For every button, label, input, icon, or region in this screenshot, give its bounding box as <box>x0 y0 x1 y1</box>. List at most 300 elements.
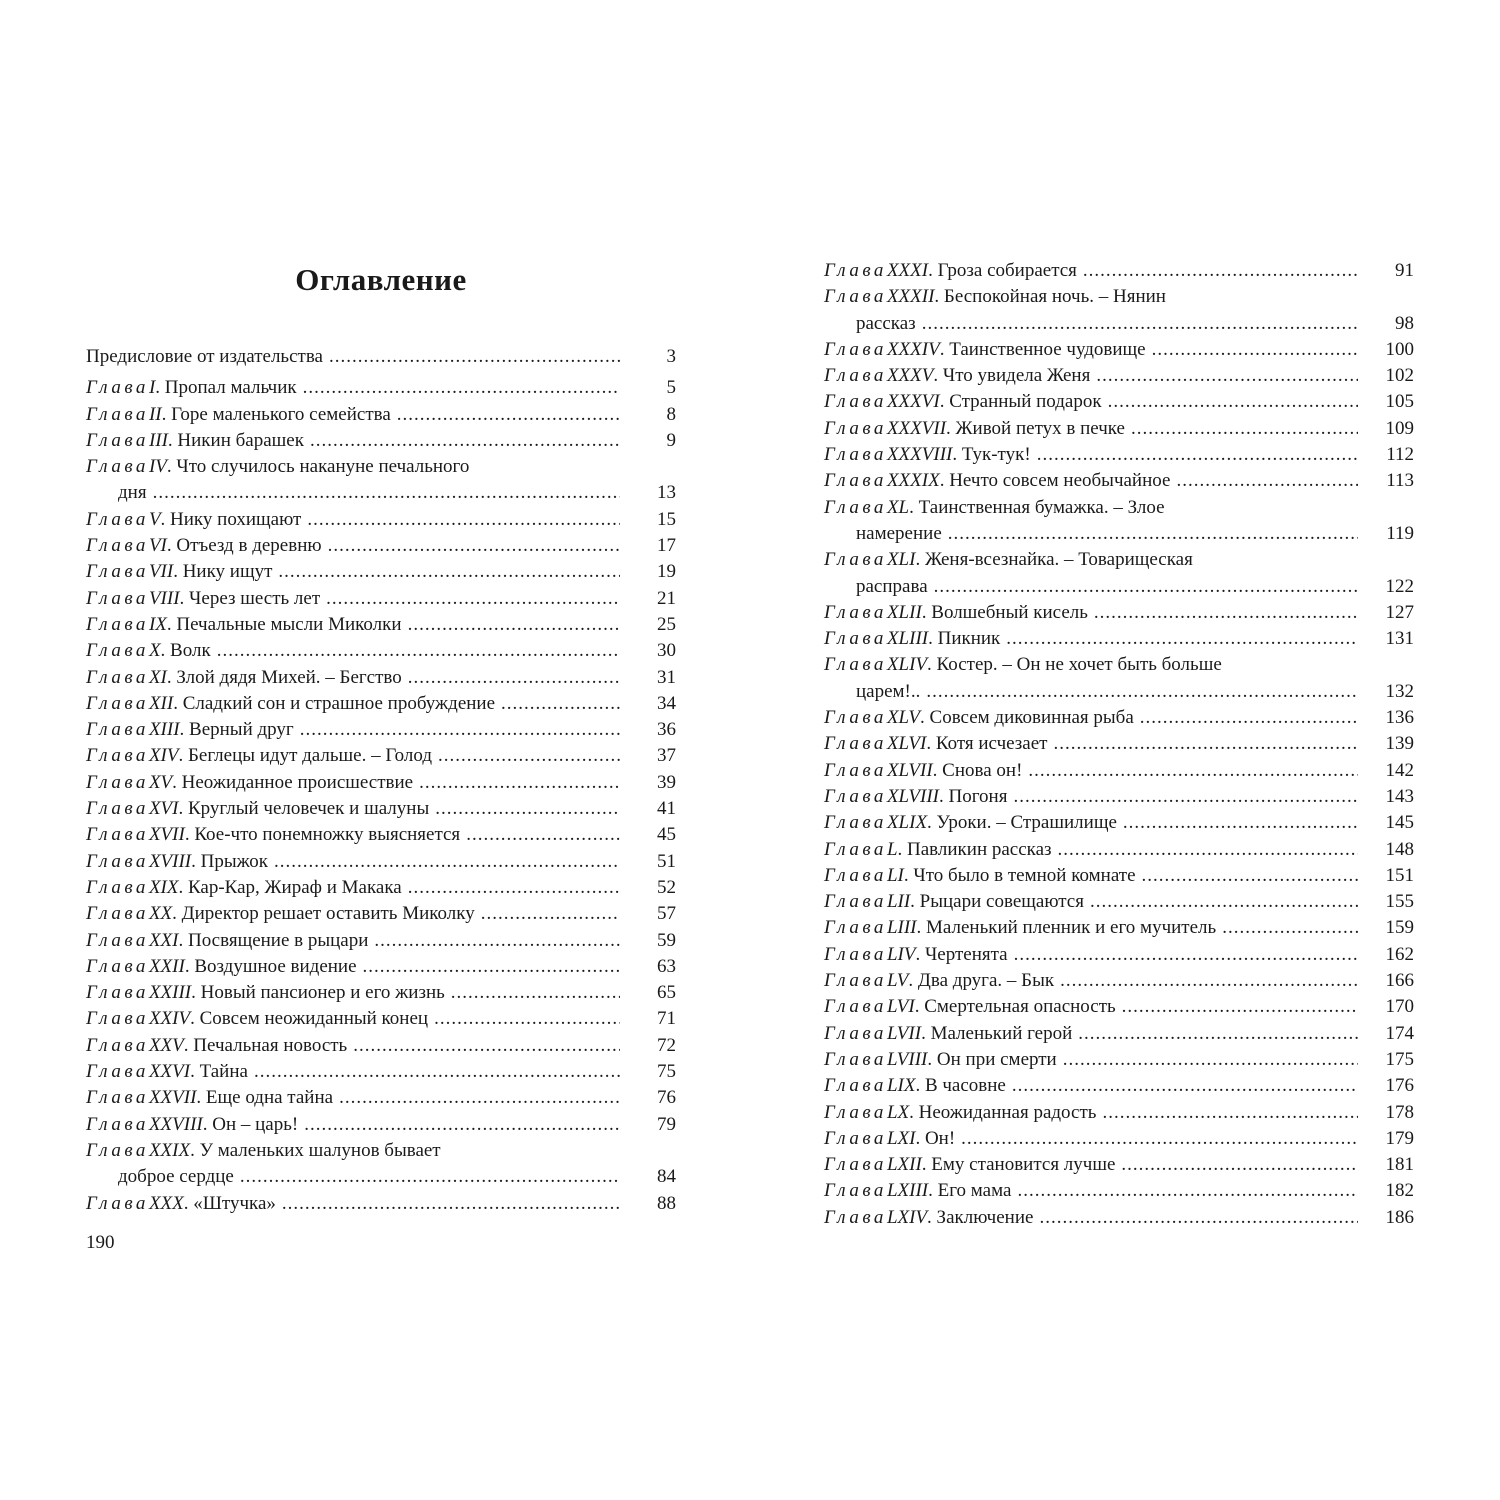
chapter-title: Заключение <box>936 1206 1034 1228</box>
entry-page-number: 72 <box>657 1034 676 1056</box>
toc-entry <box>824 1178 1414 1204</box>
chapter-title: Рыцари совещаются <box>919 891 1084 913</box>
page-number-folio: 190 <box>86 1232 115 1253</box>
chapter-number: LVIII <box>886 1048 928 1070</box>
dot-leader <box>1053 731 1358 757</box>
entry-line: Глава I . Пропал мальчик ..... 5 <box>86 375 676 401</box>
chapter-label: Глава <box>86 824 149 846</box>
toc-entry <box>86 901 676 927</box>
chapter-label: Глава <box>824 996 887 1018</box>
dot-leader <box>408 875 620 901</box>
entry-page-number: 179 <box>1385 1127 1414 1149</box>
chapter-title: Костер. – Он не хочет быть больше <box>936 654 1222 676</box>
dot-leader <box>451 980 620 1006</box>
chapter-label: Глава <box>824 917 887 939</box>
entry-line: Глава XXXI . Гроза собирается ..... 91 <box>824 258 1414 284</box>
entry-page-number: 75 <box>657 1061 676 1083</box>
entry-line: Глава LVI . Смертельная опасность ..... 170 <box>824 994 1414 1020</box>
entry-page-number: 131 <box>1385 628 1414 650</box>
entry-line: Глава V . Нику похищают ..... 15 <box>86 507 676 533</box>
chapter-label: Глава <box>824 549 887 571</box>
chapter-title: Посвящение в рыцари <box>187 929 369 951</box>
chapter-number: XXV <box>148 1034 184 1056</box>
entry-page-number: 178 <box>1385 1101 1414 1123</box>
entry-page-number: 15 <box>657 508 676 530</box>
entry-page-number: 76 <box>657 1087 676 1109</box>
chapter-label: Глава <box>86 876 149 898</box>
entry-page-number: 139 <box>1385 733 1414 755</box>
chapter-label: Глава <box>86 508 149 530</box>
chapter-label: Глава <box>86 403 149 425</box>
dot-leader <box>282 1191 620 1217</box>
chapter-label: Глава <box>824 496 887 518</box>
chapter-title: Живой петух в печке <box>955 417 1125 439</box>
entry-line: Глава VII . Нику ищут ..... 19 <box>86 559 676 585</box>
entry-line: Глава XX . Директор решает оставить Миколку ..... 57 <box>86 901 676 927</box>
entry-line: Глава XXXIX . Нечто совсем необычайное ..... 113 <box>824 468 1414 494</box>
dot-leader <box>328 533 620 559</box>
chapter-title: Нику ищут <box>182 561 273 583</box>
chapter-title: Волк <box>170 640 211 662</box>
entry-line: Глава XVII . Кое-что понемножку выясняется ..... 45 <box>86 822 676 848</box>
dot-leader <box>1063 1047 1358 1073</box>
dot-leader <box>353 1033 620 1059</box>
chapter-number: LX <box>886 1101 910 1123</box>
chapter-label: Глава <box>824 970 887 992</box>
toc-entry <box>824 468 1414 494</box>
dot-leader <box>278 559 620 585</box>
dot-leader <box>1176 468 1358 494</box>
entry-line: Глава XLIII . Пикник ..... 131 <box>824 626 1414 652</box>
chapter-number: XLII <box>886 601 922 623</box>
dot-leader <box>1122 994 1358 1020</box>
dot-leader <box>307 507 620 533</box>
chapter-label: Глава <box>86 1061 149 1083</box>
chapter-label: Глава <box>86 1139 149 1161</box>
chapter-label: Глава <box>824 785 887 807</box>
entry-line: Глава XXXVII . Живой петух в печке ..... 109 <box>824 416 1414 442</box>
entry-line: Глава XXXIV . Таинственное чудовище ..... 100 <box>824 337 1414 363</box>
entry-line: Глава XIV . Беглецы идут дальше. – Голод ..... 37 <box>86 743 676 769</box>
chapter-title: Он – царь! <box>212 1113 299 1135</box>
chapter-label: Глава <box>824 707 887 729</box>
entry-line: Глава XXIX . У маленьких шалунов бывает <box>86 1138 676 1164</box>
toc-entry <box>824 942 1414 968</box>
entry-line: Глава II . Горе маленького семейства ..... 8 <box>86 402 676 428</box>
entry-line: Глава XXI . Посвящение в рыцари ..... 59 <box>86 928 676 954</box>
entry-page-number: 186 <box>1385 1206 1414 1228</box>
entry-line: Глава XIX . Кар-Кар, Жираф и Макака ..... 52 <box>86 875 676 901</box>
entry-page-number: 148 <box>1385 838 1414 860</box>
chapter-title: Совсем диковинная рыба <box>929 707 1134 729</box>
entry-page-number: 122 <box>1385 575 1414 597</box>
toc-entry <box>824 284 1414 337</box>
chapter-label: Глава <box>86 1113 149 1135</box>
toc-entry <box>86 980 676 1006</box>
dot-leader <box>1028 758 1358 784</box>
entry-page-number: 112 <box>1386 444 1414 466</box>
entry-page-number: 181 <box>1385 1154 1414 1176</box>
dot-leader <box>419 770 620 796</box>
toc-entry <box>86 849 676 875</box>
chapter-title: Беглецы идут дальше. – Голод <box>187 745 433 767</box>
chapter-label: Глава <box>824 417 887 439</box>
entry-line: Глава XXVI . Тайна ..... 75 <box>86 1059 676 1085</box>
entry-page-number: 65 <box>657 982 676 1004</box>
entry-page-number: 170 <box>1385 996 1414 1018</box>
entry-page-number: 84 <box>657 1166 676 1188</box>
chapter-number: LIX <box>886 1075 916 1097</box>
chapter-title: Два друга. – Бык <box>917 970 1055 992</box>
toc-entry <box>824 1152 1414 1178</box>
entry-line: Глава XXII . Воздушное видение ..... 63 <box>86 954 676 980</box>
dot-leader <box>435 796 620 822</box>
dot-leader <box>1058 837 1358 863</box>
toc-entry <box>86 1085 676 1111</box>
entry-page-number: 105 <box>1385 391 1414 413</box>
entry-line: Глава XXX . «Штучка» ..... 88 <box>86 1191 676 1217</box>
dot-leader <box>438 743 620 769</box>
entry-line-continued <box>824 521 1414 547</box>
chapter-title: «Штучка» <box>193 1192 276 1214</box>
entry-line: Глава LVIII . Он при смерти ..... 175 <box>824 1047 1414 1073</box>
chapter-number: XXIX <box>148 1139 191 1161</box>
entry-line: Глава XLI . Женя-всезнайка. – Товарищеская <box>824 547 1414 573</box>
chapter-number: XXX <box>148 1192 184 1214</box>
dot-leader <box>1222 915 1358 941</box>
chapter-title: Волшебный кисель <box>931 601 1088 623</box>
entry-line: Глава XIII . Верный друг ..... 36 <box>86 717 676 743</box>
entry-page-number: 31 <box>657 666 676 688</box>
chapter-number: XXXIX <box>886 470 940 492</box>
chapter-title: Чертенята <box>924 943 1008 965</box>
dot-leader <box>310 428 620 454</box>
toc-right-column <box>824 258 1414 1231</box>
entry-page-number: 155 <box>1385 891 1414 913</box>
chapter-title: Печальная новость <box>193 1034 348 1056</box>
toc-entry <box>86 638 676 664</box>
entry-line: Глава XI . Злой дядя Михей. – Бегство ..... 31 <box>86 665 676 691</box>
entry-line: Глава XXVIII . Он – царь! ..... 79 <box>86 1112 676 1138</box>
chapter-title: Таинственная бумажка. – Злое <box>918 496 1165 518</box>
toc-entry <box>86 875 676 901</box>
chapter-label: Глава <box>824 733 887 755</box>
entry-page-number: 100 <box>1385 338 1414 360</box>
chapter-number: LXIII <box>886 1180 929 1202</box>
toc-entry <box>824 731 1414 757</box>
toc-entry <box>824 968 1414 994</box>
chapter-number: LXIV <box>886 1206 928 1228</box>
chapter-title: Маленький герой <box>930 1022 1073 1044</box>
toc-entry <box>824 889 1414 915</box>
entry-page-number: 91 <box>1395 260 1414 281</box>
dot-leader <box>1090 889 1358 915</box>
chapter-label: Глава <box>86 666 149 688</box>
dot-leader <box>1060 968 1358 994</box>
dot-leader <box>274 849 620 875</box>
toc-entry <box>824 837 1414 863</box>
entry-page-number: 109 <box>1385 417 1414 439</box>
chapter-number: XXXII <box>886 286 935 308</box>
chapter-title: Печальные мысли Миколки <box>176 613 402 635</box>
toc-entry <box>824 863 1414 889</box>
entry-line: Глава XXIV . Совсем неожиданный конец ..... 71 <box>86 1006 676 1032</box>
chapter-label: Глава <box>824 864 887 886</box>
entry-line: Глава LVII . Маленький герой ..... 174 <box>824 1021 1414 1047</box>
entry-line: Глава LV . Два друга. – Бык ..... 166 <box>824 968 1414 994</box>
dot-leader <box>466 822 620 848</box>
chapter-title: Погоня <box>948 785 1008 807</box>
dot-leader <box>217 638 620 664</box>
entry-page-number: 159 <box>1385 917 1414 939</box>
chapter-label: Глава <box>824 601 887 623</box>
entry-page-number: 98 <box>1395 312 1414 334</box>
toc-entry <box>824 258 1414 284</box>
toc-entry <box>824 337 1414 363</box>
entry-page-number: 79 <box>657 1113 676 1135</box>
dot-leader <box>303 375 620 401</box>
dot-leader <box>240 1164 620 1190</box>
entry-line: Глава XXV . Печальная новость ..... 72 <box>86 1033 676 1059</box>
toc-entry <box>824 784 1414 810</box>
chapter-title: Кар-Кар, Жираф и Макака <box>187 876 402 898</box>
toc-entry <box>86 1059 676 1085</box>
entry-page-number: 52 <box>657 876 676 898</box>
chapter-title: Что было в темной комнате <box>913 864 1136 886</box>
chapter-number: XVI <box>148 798 179 820</box>
chapter-title-continued: намерение <box>856 522 942 544</box>
chapter-label: Глава <box>824 1127 887 1149</box>
toc-entry <box>86 717 676 743</box>
entry-line-continued <box>86 1164 676 1190</box>
chapter-label: Глава <box>824 1075 887 1097</box>
entry-page-number: 45 <box>657 824 676 846</box>
entry-line: Глава VIII . Через шесть лет ..... 21 <box>86 586 676 612</box>
entry-page-number: 39 <box>657 771 676 793</box>
entry-line: Глава LIII . Маленький пленник и его мучитель ..... 159 <box>824 915 1414 941</box>
chapter-label: Глава <box>86 561 149 583</box>
chapter-title-continued: рассказ <box>856 312 916 334</box>
entry-page-number: 5 <box>666 377 676 399</box>
entry-line: Глава XII . Сладкий сон и страшное пробуждение ..... 34 <box>86 691 676 717</box>
chapter-title: Он при смерти <box>936 1048 1057 1070</box>
chapter-title: Женя-всезнайка. – Товарищеская <box>924 549 1193 571</box>
toc-entry <box>86 1006 676 1032</box>
entry-line: Глава XLVIII . Погоня ..... 143 <box>824 784 1414 810</box>
dot-leader <box>153 480 620 506</box>
toc-left-column <box>86 260 676 1217</box>
chapter-title: Что случилось накануне печального <box>176 456 470 478</box>
entry-line: Глава IV . Что случилось накануне печального <box>86 454 676 480</box>
chapter-number: I <box>148 377 156 399</box>
chapter-title: В часовне <box>924 1075 1006 1097</box>
chapter-label: Глава <box>824 654 887 676</box>
chapter-number: XLIII <box>886 628 929 650</box>
dot-leader <box>1121 1152 1358 1178</box>
chapter-label: Глава <box>86 377 149 399</box>
dot-leader <box>1108 389 1358 415</box>
chapter-number: XXXVIII <box>886 444 953 466</box>
chapter-label: Глава <box>824 286 887 308</box>
chapter-title: Горе маленького семейства <box>171 403 391 425</box>
entry-page-number: 21 <box>657 587 676 609</box>
chapter-label: Глава <box>86 587 149 609</box>
dot-leader <box>501 691 620 717</box>
chapter-title: Тайна <box>199 1061 248 1083</box>
chapter-number: XXXV <box>886 365 934 387</box>
chapter-title: Гроза собирается <box>937 260 1077 281</box>
chapter-title-continued: доброе сердце <box>118 1166 234 1188</box>
toc-entry <box>86 428 676 454</box>
toc-entry <box>86 454 676 507</box>
chapter-number: IV <box>148 456 167 478</box>
chapter-label: Глава <box>86 535 149 557</box>
chapter-number: LI <box>886 864 904 886</box>
chapter-label: Глава <box>86 1008 149 1030</box>
chapter-title: Пикник <box>937 628 1001 650</box>
chapter-number: XLVII <box>886 759 933 781</box>
chapter-label: Глава <box>86 692 149 714</box>
entry-line: Глава LIX . В часовне ..... 176 <box>824 1073 1414 1099</box>
dot-leader <box>1083 258 1358 284</box>
entry-line: Глава XLII . Волшебный кисель ..... 127 <box>824 600 1414 626</box>
chapter-number: XLI <box>886 549 916 571</box>
chapter-label: Глава <box>824 1154 887 1176</box>
chapter-number: XXVII <box>148 1087 197 1109</box>
chapter-number: XXXVI <box>886 391 940 413</box>
toc-entry <box>86 665 676 691</box>
toc-entry <box>824 626 1414 652</box>
entry-page-number: 151 <box>1385 864 1414 886</box>
chapter-title: Котя исчезает <box>935 733 1048 755</box>
toc-entry <box>824 1073 1414 1099</box>
entry-page-number: 41 <box>657 798 676 820</box>
chapter-number: XI <box>148 666 167 688</box>
entry-page-number: 127 <box>1385 601 1414 623</box>
dot-leader <box>481 901 620 927</box>
chapter-number: XXVIII <box>148 1113 203 1135</box>
chapter-title: Ему становится лучше <box>931 1154 1116 1176</box>
entry-line: Глава XLVII . Снова он! ..... 142 <box>824 758 1414 784</box>
toc-entry <box>86 402 676 428</box>
entry-line: Глава XXXV . Что увидела Женя ..... 102 <box>824 363 1414 389</box>
chapter-label: Глава <box>86 1192 149 1214</box>
dot-leader <box>1078 1021 1358 1047</box>
dot-leader <box>1012 1073 1358 1099</box>
entry-page-number: 30 <box>657 640 676 662</box>
chapter-label: Глава <box>824 628 887 650</box>
chapter-title: Нечто совсем необычайное <box>949 470 1171 492</box>
chapter-label: Глава <box>824 1048 887 1070</box>
toc-entry <box>824 1021 1414 1047</box>
dot-leader <box>326 586 620 612</box>
entry-line: Глава XLV . Совсем диковинная рыба ..... 136 <box>824 705 1414 731</box>
entry-page-number: 174 <box>1385 1022 1414 1044</box>
toc-entry <box>86 743 676 769</box>
dot-leader <box>1014 942 1358 968</box>
dot-leader <box>304 1112 620 1138</box>
dot-leader <box>1142 863 1359 889</box>
dot-leader <box>948 521 1358 547</box>
chapter-title: Неожиданное происшествие <box>181 771 414 793</box>
dot-leader <box>300 717 620 743</box>
toc-entry <box>824 994 1414 1020</box>
chapter-number: XXIV <box>148 1008 191 1030</box>
chapter-label: Глава <box>824 1022 887 1044</box>
chapter-label: Глава <box>86 719 149 741</box>
chapter-title: Отъезд в деревню <box>176 535 322 557</box>
toc-entry <box>86 822 676 848</box>
toc-entry <box>824 1126 1414 1152</box>
entry-page-number: 113 <box>1386 470 1414 492</box>
entry-page-number: 162 <box>1385 943 1414 965</box>
chapter-title: Воздушное видение <box>194 955 357 977</box>
chapter-number: XLVIII <box>886 785 939 807</box>
toc-entry <box>86 954 676 980</box>
chapter-label: Глава <box>824 812 887 834</box>
toc-entry <box>86 1138 676 1191</box>
toc-entry <box>86 1191 676 1217</box>
dot-leader <box>1096 363 1358 389</box>
chapter-title: Кое-что понемножку выясняется <box>194 824 461 846</box>
chapter-label: Глава <box>824 838 887 860</box>
dot-leader <box>254 1059 620 1085</box>
entry-page-number: 9 <box>666 429 676 451</box>
chapter-number: LIII <box>886 917 917 939</box>
chapter-number: LII <box>886 891 911 913</box>
chapter-label: Глава <box>86 771 149 793</box>
toc-entry <box>86 533 676 559</box>
dot-leader <box>1037 442 1358 468</box>
chapter-title: Что увидела Женя <box>942 365 1091 387</box>
entry-page-number: 3 <box>666 346 676 367</box>
entry-line: Глава LXIV . Заключение ..... 186 <box>824 1205 1414 1231</box>
entry-page-number: 37 <box>657 745 676 767</box>
entry-page-number: 176 <box>1385 1075 1414 1097</box>
chapter-number: XLIX <box>886 812 928 834</box>
chapter-title: Пропал мальчик <box>164 377 297 399</box>
chapter-title: Смертельная опасность <box>924 996 1116 1018</box>
chapter-number: XXXIV <box>886 338 940 360</box>
chapter-title: Снова он! <box>942 759 1023 781</box>
chapter-number: XVII <box>148 824 185 846</box>
dot-leader <box>1123 810 1358 836</box>
chapter-number: III <box>148 429 168 451</box>
chapter-label: Глава <box>824 1206 887 1228</box>
chapter-number: LIV <box>886 943 916 965</box>
toc-left-list <box>86 375 676 1217</box>
entry-line: Глава XLVI . Котя исчезает ..... 139 <box>824 731 1414 757</box>
toc-entry <box>824 363 1414 389</box>
toc-entry <box>86 1033 676 1059</box>
toc-entry <box>824 810 1414 836</box>
entry-title: Предисловие от издательства <box>86 346 323 367</box>
chapter-number: XV <box>148 771 173 793</box>
entry-page-number: 51 <box>657 850 676 872</box>
entry-page-number: 119 <box>1386 522 1414 544</box>
chapter-number: L <box>886 838 898 860</box>
entry-page-number: 136 <box>1385 707 1414 729</box>
chapter-number: XIX <box>148 876 179 898</box>
toc-entry <box>86 691 676 717</box>
entry-line: Глава XXXVI . Странный подарок ..... 105 <box>824 389 1414 415</box>
entry-line-continued <box>824 311 1414 337</box>
entry-page-number: 143 <box>1385 785 1414 807</box>
chapter-title: Верный друг <box>189 719 294 741</box>
entry-line: Глава III . Никин барашек ..... 9 <box>86 428 676 454</box>
chapter-label: Глава <box>824 391 887 413</box>
chapter-title-continued: расправа <box>856 575 928 597</box>
